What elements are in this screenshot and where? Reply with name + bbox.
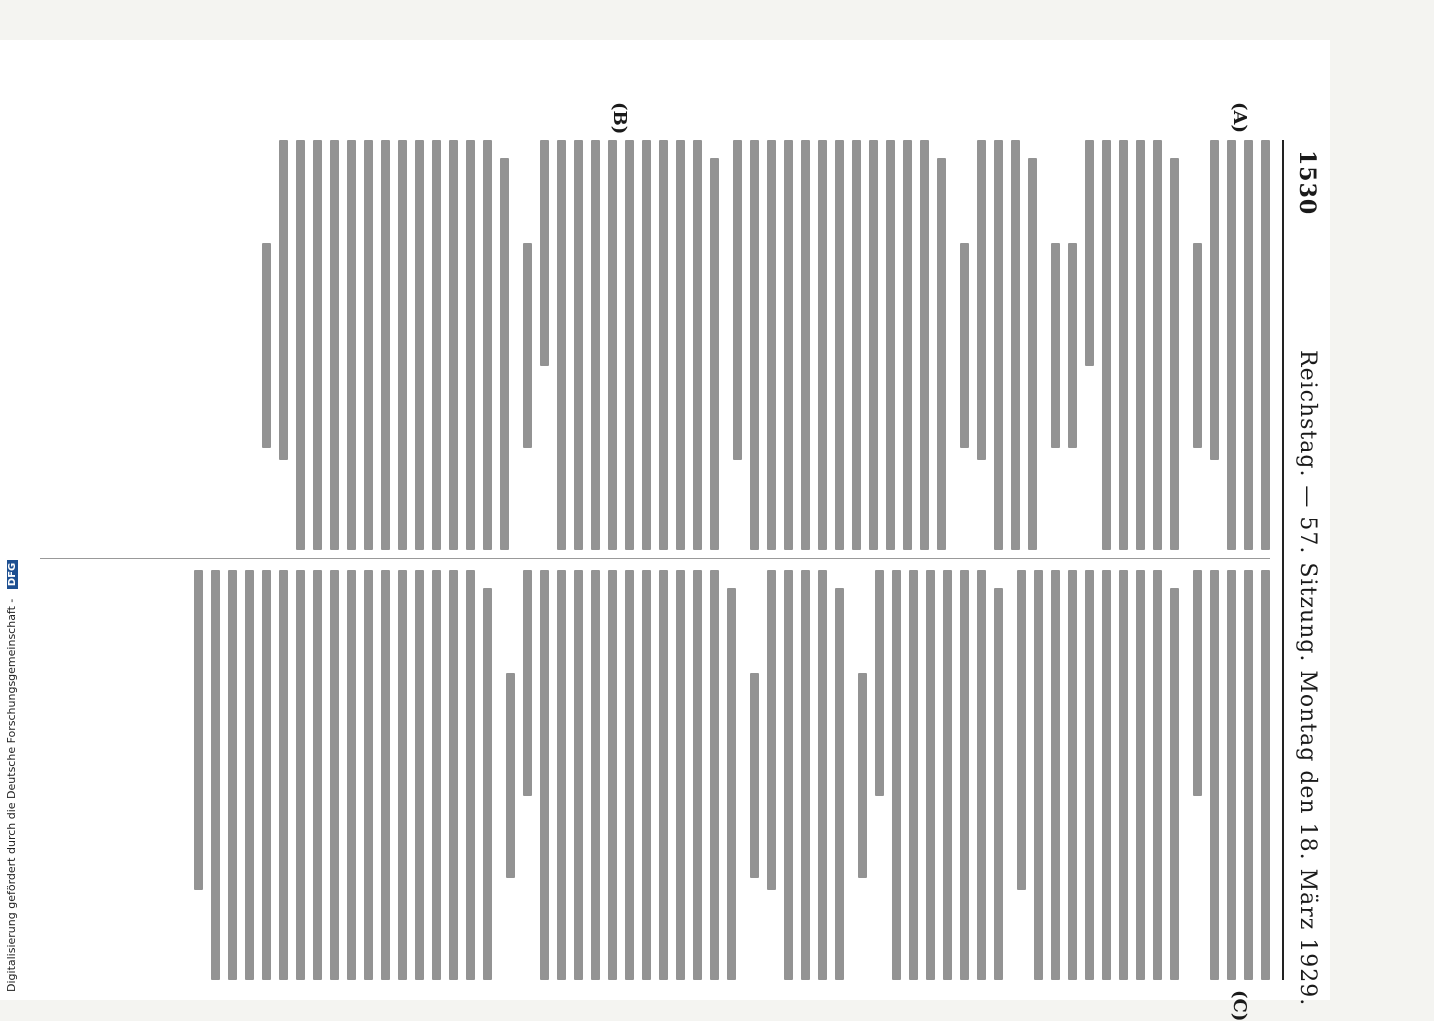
scanned-page [0, 40, 1330, 1021]
text-block [1017, 570, 1179, 980]
page-header [1286, 150, 1320, 1007]
text-block [858, 570, 1003, 980]
dfg-logo: DFG [7, 560, 18, 589]
margin-marker-a: (A) [1229, 102, 1250, 133]
text-block [1193, 140, 1270, 550]
text-block [1051, 140, 1179, 550]
text-block [262, 140, 509, 550]
header-rule [1282, 140, 1284, 980]
page-number: 1530 [1294, 150, 1320, 216]
text-block [733, 140, 946, 550]
text-block [523, 140, 719, 550]
text-block [194, 570, 492, 980]
margin-marker-c: (C) [1229, 990, 1250, 1021]
text-block [1193, 570, 1270, 980]
column-left [40, 140, 1270, 550]
text-block [506, 570, 736, 980]
margin-marker-b: (B) [609, 102, 630, 135]
footer-credit: Digitalisierung gefördert durch die Deutsche Forschungsgemeinschaft - [5, 598, 18, 992]
running-header: Reichstag. — 57. Sitzung. Montag den 18. März 1929. [1295, 350, 1320, 1007]
text-block [960, 140, 1037, 550]
text-block [750, 570, 844, 980]
column-right [40, 570, 1270, 980]
column-gutter [40, 558, 1270, 559]
